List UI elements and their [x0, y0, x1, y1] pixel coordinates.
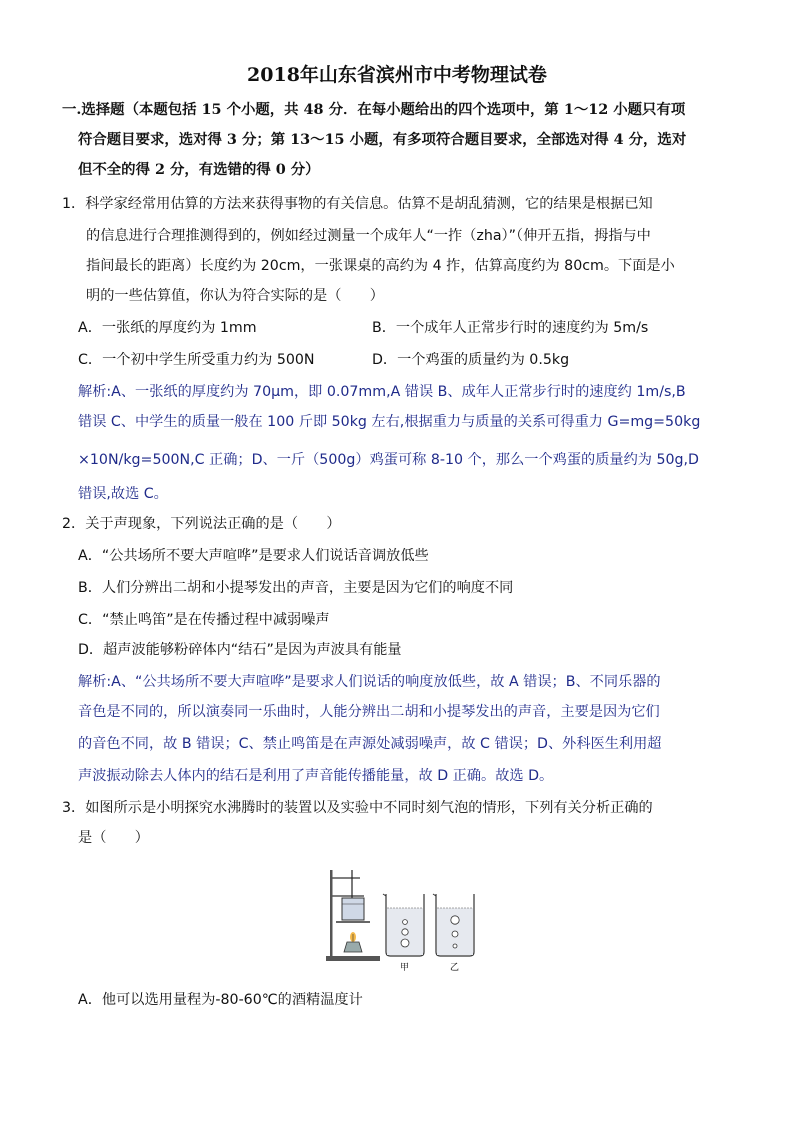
q1-option-d: D．一个鸡蛋的质量约为 0.5kg: [372, 352, 570, 368]
q1-option-a: A．一张纸的厚度约为 1mm: [78, 320, 257, 336]
q2-analysis-line-2: 音色是不同的，所以演奏同一乐曲时，人能分辨出二胡和小提琴发出的声音，主要是因为它们: [78, 704, 660, 720]
section-instructions-line-3: 但不全的得 2 分，有选错的得 0 分）: [78, 161, 320, 178]
q3-option-a: A．他可以选用量程为-80-60℃的酒精温度计: [78, 992, 363, 1008]
beaker-jia-label: 甲: [400, 963, 410, 973]
section-instructions-line-1: 一.选择题（本题包括 15 个小题，共 48 分．在每小题给出的四个选项中，第 1～12 小题只有项: [62, 101, 686, 118]
q1-stem-line-2: 的信息进行合理推测得到的，例如经过测量一个成年人“一拃（zha）”（伸开五指，拇指与中: [86, 228, 651, 244]
q1-stem-line-1: 1．科学家经常用估算的方法来获得事物的有关信息。估算不是胡乱猜测，它的结果是根据已知: [62, 196, 653, 212]
q2-option-a: A．“公共场所不要大声喧哗”是要求人们说话音调放低些: [78, 548, 429, 564]
q1-analysis-line-2: 错误 C、中学生的质量一般在 100 斤即 50kg 左右,根据重力与质量的关系可得重力 G=mg=50kg: [78, 414, 701, 430]
q2-stem: 2．关于声现象，下列说法正确的是（ ）: [62, 516, 341, 532]
stand-rod: [330, 870, 333, 957]
alcohol-lamp: [344, 942, 362, 952]
boiling-water-apparatus-figure: [320, 864, 480, 974]
q2-analysis-line-1: 解析:A、“公共场所不要大声喧哗”是要求人们说话的响度放低些，故 A 错误；B、不同乐器的: [78, 674, 661, 690]
q2-option-d: D．超声波能够粉碎体内“结石”是因为声波具有能量: [78, 642, 402, 658]
stand-base: [326, 956, 380, 961]
q1-analysis-line-1: 解析:A、一张纸的厚度约为 70μm，即 0.07mm,A 错误 B、成年人正常步行时的速度约 1m/s,B: [78, 384, 686, 400]
q2-analysis-line-4: 声波振动除去人体内的结石是利用了声音能传播能量，故 D 正确。故选 D。: [78, 768, 554, 784]
page-title: 2018年山东省滨州市中考物理试卷: [247, 64, 547, 86]
q1-analysis-line-3: ×10N/kg=500N,C 正确；D、一斤（500g）鸡蛋可称 8-10 个，那么一个鸡蛋的质量约为 50g,D: [78, 452, 699, 468]
q3-stem-line-2: 是（ ）: [78, 830, 149, 846]
q1-stem-line-3: 指间最长的距离）长度约为 20cm，一张课桌的高约为 4 拃，估算高度约为 80cm。下面是小: [86, 258, 675, 274]
q3-stem-line-1: 3．如图所示是小明探究水沸腾时的装置以及实验中不同时刻气泡的情形，下列有关分析正确的: [62, 800, 653, 816]
q1-analysis-line-4: 错误,故选 C。: [78, 486, 168, 502]
q2-analysis-line-3: 的音色不同，故 B 错误；C、禁止鸣笛是在声源处减弱噪声，故 C 错误；D、外科医生利用超: [78, 736, 662, 752]
q2-option-b: B．人们分辨出二胡和小提琴发出的声音，主要是因为它们的响度不同: [78, 580, 514, 596]
beaker-yi-label: 乙: [450, 963, 460, 973]
q1-stem-line-4: 明的一些估算值，你认为符合实际的是（ ）: [86, 288, 384, 304]
beaker-jia: [383, 894, 424, 956]
heated-beaker: [342, 898, 364, 920]
section-instructions-line-2: 符合题目要求，选对得 3 分；第 13～15 小题，有多项符合题目要求，全部选对得 4 分，选对: [78, 131, 687, 148]
q1-option-c: C．一个初中学生所受重力约为 500N: [78, 352, 315, 368]
q2-option-c: C．“禁止鸣笛”是在传播过程中减弱噪声: [78, 612, 330, 628]
beaker-yi: [433, 894, 474, 956]
q1-option-b: B．一个成年人正常步行时的速度约为 5m/s: [372, 320, 649, 336]
